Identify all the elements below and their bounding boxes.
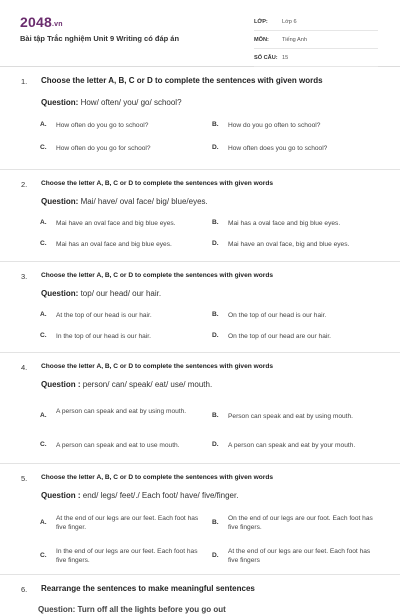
option-text: In the end of our legs are our feet. Each foot has five fingers. <box>56 548 198 564</box>
option-letter: A. <box>40 311 47 318</box>
question-number: 1. <box>21 77 28 86</box>
site-logo[interactable] <box>20 14 63 30</box>
question-number: 5. <box>21 474 28 483</box>
option-text: Person can speak and eat by using mouth. <box>228 413 353 420</box>
option-text: On the top of our head are our hair. <box>228 333 332 340</box>
question-prompt <box>41 98 182 107</box>
question-prompt <box>41 289 161 298</box>
answer-option[interactable] <box>40 219 176 228</box>
answer-option[interactable] <box>212 412 353 421</box>
prompt-label: Question: <box>41 98 79 107</box>
option-letter: B. <box>212 121 219 128</box>
meta-row-class <box>254 13 378 31</box>
logo-text: 2048 <box>20 14 52 30</box>
question-block <box>0 464 400 575</box>
option-letter: C. <box>40 332 47 339</box>
option-letter: C. <box>40 240 47 247</box>
prompt-label: Question : <box>41 380 81 389</box>
option-text: How often does you go to school? <box>228 145 328 152</box>
question-block <box>0 575 400 615</box>
option-text: A person can speak and eat to use mouth. <box>56 442 180 449</box>
answer-option[interactable] <box>212 547 380 565</box>
meta-table <box>254 13 378 67</box>
question-block <box>0 67 400 170</box>
answer-option[interactable] <box>212 441 355 450</box>
question-instruction: Choose the letter A, B, C or D to complete the sentences with given words <box>41 474 274 481</box>
option-text: At the end of our legs are our feet. Each foot has five finger. <box>56 515 199 531</box>
option-letter: B. <box>212 519 219 526</box>
answer-option[interactable] <box>212 144 327 153</box>
question-instruction: Rearrange the sentences to make meaningful sentences <box>41 584 255 593</box>
prompt-text: end/ legs/ feet/./ Each foot/ have/ five/finger. <box>80 491 239 500</box>
question-prompt-partial: Question: Turn off all the lights before you go out <box>38 605 226 614</box>
meta-key: SỐ CÂU: <box>254 54 278 61</box>
logo-suffix: .vn <box>51 21 63 28</box>
answer-option[interactable] <box>40 332 151 341</box>
answer-option[interactable] <box>40 311 152 320</box>
question-block <box>0 170 400 262</box>
option-text: Mai have an oval face, big and blue eyes. <box>228 241 350 248</box>
answer-option[interactable] <box>212 514 380 532</box>
option-text: In the top of our head is our hair. <box>56 333 151 340</box>
meta-key: LỚP: <box>254 18 268 25</box>
meta-value: Tiếng Anh <box>282 36 307 43</box>
option-letter: B. <box>212 219 219 226</box>
question-instruction: Choose the letter A, B, C or D to complete the sentences with given words <box>41 363 274 370</box>
option-letter: B. <box>212 412 219 419</box>
option-text: A person can speak and eat by your mouth. <box>228 442 356 449</box>
document-title: Bài tập Trắc nghiệm Unit 9 Writing có đáp án <box>20 34 180 43</box>
prompt-label: Question: <box>41 197 79 206</box>
option-text: On the top of our head is our hair. <box>228 312 327 319</box>
question-instruction: Choose the letter A, B, C or D to complete the sentences with given words <box>41 272 274 279</box>
answer-option[interactable] <box>212 219 340 228</box>
answer-option[interactable] <box>40 144 151 153</box>
answer-option[interactable] <box>40 121 148 130</box>
question-block <box>0 262 400 353</box>
question-block <box>0 353 400 464</box>
option-letter: A. <box>40 121 47 128</box>
prompt-text: Mai/ have/ oval face/ big/ blue/eyes. <box>78 197 208 206</box>
option-text: Mai has a oval face and big blue eyes. <box>228 220 341 227</box>
prompt-label: Question: <box>41 289 79 298</box>
answer-option[interactable] <box>212 332 331 341</box>
option-letter: A. <box>40 219 47 226</box>
meta-row-subject <box>254 31 378 49</box>
option-letter: C. <box>40 441 47 448</box>
meta-row-count <box>254 49 378 67</box>
question-instruction: Choose the letter A, B, C or D to complete the sentences with given words <box>41 76 323 85</box>
option-letter: D. <box>212 332 219 339</box>
option-letter: D. <box>212 240 219 247</box>
answer-option[interactable] <box>212 240 349 249</box>
prompt-text: top/ our head/ our hair. <box>78 289 162 298</box>
question-number: 2. <box>21 180 28 189</box>
question-number: 4. <box>21 363 28 372</box>
question-number: 3. <box>21 272 28 281</box>
option-text: How often do you go for school? <box>56 145 151 152</box>
option-letter: A. <box>40 519 47 526</box>
option-letter: C. <box>40 144 47 151</box>
prompt-label: Question : <box>41 491 81 500</box>
option-letter: A. <box>40 412 47 419</box>
answer-option[interactable] <box>40 547 206 565</box>
option-letter: D. <box>212 144 219 151</box>
question-prompt <box>41 380 212 389</box>
answer-option[interactable] <box>40 441 180 450</box>
option-letter: D. <box>212 441 219 448</box>
meta-key: MÔN: <box>254 36 269 43</box>
option-letter: D. <box>212 552 219 559</box>
option-text: How often do you go to school? <box>56 122 149 129</box>
meta-value: Lớp 6 <box>282 18 297 25</box>
answer-option[interactable] <box>212 121 320 130</box>
option-text: At the top of our head is our hair. <box>56 312 152 319</box>
option-letter: B. <box>212 311 219 318</box>
option-text: A person can speak and eat by using mouth. <box>56 408 187 415</box>
option-text: Mai have an oval face and big blue eyes. <box>56 220 176 227</box>
prompt-text: person/ can/ speak/ eat/ use/ mouth. <box>80 380 213 389</box>
option-letter: C. <box>40 552 47 559</box>
answer-option[interactable] <box>40 514 206 532</box>
question-prompt <box>41 491 238 500</box>
option-text: On the end of our legs are our foot. Each foot has five fingers. <box>228 515 373 531</box>
option-text: At the end of our legs are our feet. Each foot has five fingers <box>228 548 371 564</box>
meta-value: 15 <box>282 54 289 61</box>
answer-option[interactable] <box>40 407 190 419</box>
page-header <box>0 0 400 67</box>
question-prompt <box>41 197 208 206</box>
question-instruction: Choose the letter A, B, C or D to complete the sentences with given words <box>41 180 274 187</box>
answer-option[interactable] <box>212 311 326 320</box>
option-text: How do you go often to school? <box>228 122 321 129</box>
prompt-text: How/ often/ you/ go/ school? <box>78 98 182 107</box>
answer-option[interactable] <box>40 240 172 249</box>
option-text: Mai has an oval face and big blue eyes. <box>56 241 172 248</box>
question-number: 6. <box>21 585 28 594</box>
